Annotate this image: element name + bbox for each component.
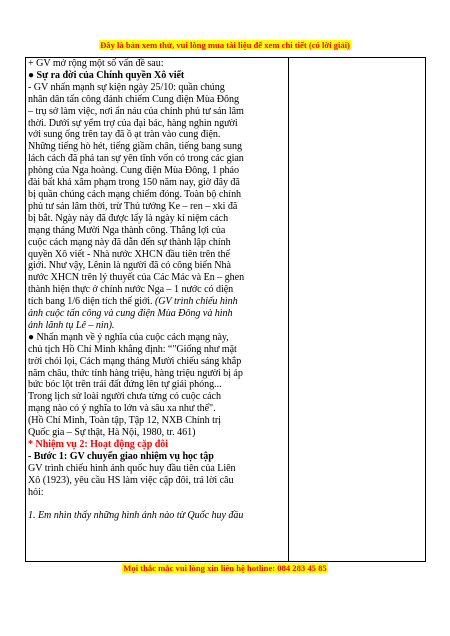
text-line: [28, 177, 286, 189]
text-line-content: Những tiếng hò hét, tiếng giầm chân, tiếng bang sung: [28, 141, 242, 153]
text-line: [28, 82, 286, 94]
text-line: [28, 284, 286, 296]
text-line-content: - Bước 1: GV chuyển giao nhiệm vụ học tập: [28, 450, 214, 462]
hotline-banner: [0, 563, 450, 573]
text-line-content: Xô (1923), yêu cầu HS làm việc cặp đôi, trả lời câu: [28, 474, 234, 486]
text-line-content: giới. Như vậy, Lênin là người đã có công biến Nhà: [28, 260, 231, 272]
text-line: [28, 356, 286, 368]
text-line: [28, 427, 286, 439]
text-line-content: bị bắt. Ngày này đã được lấy là ngày kỉ niệm cách: [28, 212, 229, 224]
text-line: [28, 332, 286, 344]
text-line: [28, 510, 286, 522]
text-line: [28, 118, 286, 130]
text-line: [28, 487, 286, 499]
text-line-content: bức bóc lột trên trái đất đứng lên tự giải phóng...: [28, 379, 222, 391]
text-line: [28, 213, 286, 225]
text-line: [28, 70, 286, 82]
text-line: [28, 499, 286, 511]
text-line: [28, 344, 286, 356]
text-line-content: thời. Dưới sự yểm trợ của đại bác, hàng nghìn người: [28, 117, 238, 129]
text-line: [28, 94, 286, 106]
text-line: [28, 58, 286, 70]
text-line: [28, 249, 286, 261]
text-line-content: hỏi:: [28, 486, 44, 498]
text-line-content: thành hiện thực ở chính nước Nga – 1 nước có diện: [28, 284, 234, 296]
text-line-content: ảnh lãnh tụ Lê – nin).: [28, 319, 115, 331]
text-line: [28, 475, 286, 487]
text-line-content: ● Nhấn mạnh về ý nghĩa của cuộc cách mạng này,: [28, 331, 229, 343]
text-line-content: phòng của Nga hoàng. Cung điện Mùa Đông, 1 pháo: [28, 165, 239, 177]
text-line: [28, 260, 286, 272]
text-line-content: cuộc cách mạng này đã dẫn đến sự thành lập chính: [28, 236, 231, 248]
text-line-content: nhân dân tấn công đánh chiếm Cung điện Mùa Đông: [28, 93, 239, 105]
text-line: [28, 308, 286, 320]
text-line-content: ● Sự ra đời của Chính quyền Xô viết: [28, 69, 185, 81]
text-line-content: trời chói lọi, Cách mạng tháng Mười chiếu sáng khắp: [28, 355, 242, 367]
text-line: [28, 320, 286, 332]
text-line-content: chủ tịch Hồ Chí Minh khẳng định: “"Giống như mặt: [28, 343, 237, 355]
text-line: [28, 272, 286, 284]
preview-notice-text: Đây là bản xem thử, vui lòng mua tài liệu để xem chi tiết (có lời giải): [100, 40, 350, 50]
text-line: [28, 201, 286, 213]
text-line: [28, 451, 286, 463]
text-line: [28, 165, 286, 177]
text-line: [28, 141, 286, 153]
text-line-content: bị quần chúng cách mạng chiếm đóng. Toàn bộ chính: [28, 188, 242, 200]
text-line-content: Quốc gia – Sự thật, Hà Nội, 1980, tr. 461): [28, 427, 196, 439]
text-line-content: GV trình chiếu hình ảnh quốc huy đầu tiên của Liên: [28, 462, 236, 474]
text-line-content: ảnh cuộc tấn công và cung điện Mùa Đông và hình: [28, 308, 233, 320]
hotline-text: Mọi thắc mắc vui lòng xin liên hệ hotline: 084 283 45 85: [123, 563, 327, 573]
text-line-content: Trong lịch sử loài người chưa từng có cuộc cách: [28, 391, 221, 403]
text-line-content: + GV mở rộng một số vấn đề sau:: [28, 58, 164, 69]
text-line: [28, 463, 286, 475]
text-line: [28, 379, 286, 391]
text-line: [28, 391, 286, 403]
text-line-content: đài bất khả xâm phạm trong 150 năm nay, giờ đây đã: [28, 177, 240, 189]
text-line: [28, 189, 286, 201]
preview-notice-banner: [0, 40, 450, 50]
text-line-content: – trụ sở làm việc, nơi ẩn náu của chính phủ tư sản lâm: [28, 105, 244, 117]
text-line: [28, 403, 286, 415]
text-line-content: lách cách đã phá tan sự yên tĩnh vốn có trong các gian: [28, 153, 244, 165]
text-line-content: - GV nhấn mạnh sự kiện ngày 25/10: quần chúng: [28, 81, 225, 93]
text-line: [28, 415, 286, 427]
text-line: [28, 237, 286, 249]
text-line-content: với sung ống trên tay đã ồ ạt tràn vào cung điện.: [28, 129, 221, 141]
text-line-content: phủ tư sản lâm thời, trừ Thủ tướng Ke – ren – xki đã: [28, 200, 238, 212]
text-line-content: tích bang 1/6 diện tích thế giới.: [28, 296, 153, 308]
text-line-content: mạng tháng Mười Nga thành công. Thắng lợi của: [28, 224, 226, 236]
text-line-content: (Hồ Chí Minh, Toàn tập, Tập 12, NXB Chính trị: [28, 415, 221, 427]
text-line-content: quyền Xô viết - Nhà nước XHCN đầu tiên trên thế: [28, 248, 230, 260]
text-line-italic-tail: (GV trình chiếu hình: [152, 296, 238, 308]
text-line: [28, 439, 286, 451]
text-line-content: 1. Em nhìn thấy những hình ảnh nào từ Quốc huy đầu: [28, 510, 244, 522]
text-line-content: nước XHCN trên lý thuyết của Các Mác và En – ghen: [28, 272, 245, 284]
activity-column: [26, 58, 289, 561]
text-line-content: năm châu, thức tỉnh hàng triệu, hàng triệu người bị áp: [28, 367, 243, 379]
text-line-content: * Nhiệm vụ 2: Hoạt động cặp đôi: [28, 439, 169, 450]
text-line: [28, 129, 286, 141]
content-table: [25, 57, 426, 562]
text-line: [28, 225, 286, 237]
text-line: [28, 296, 286, 308]
text-line: [28, 106, 286, 118]
text-line: [28, 153, 286, 165]
text-line-content: mạng nào có ý nghĩa to lớn và sâu xa như thế".: [28, 403, 216, 415]
text-line: [28, 368, 286, 380]
